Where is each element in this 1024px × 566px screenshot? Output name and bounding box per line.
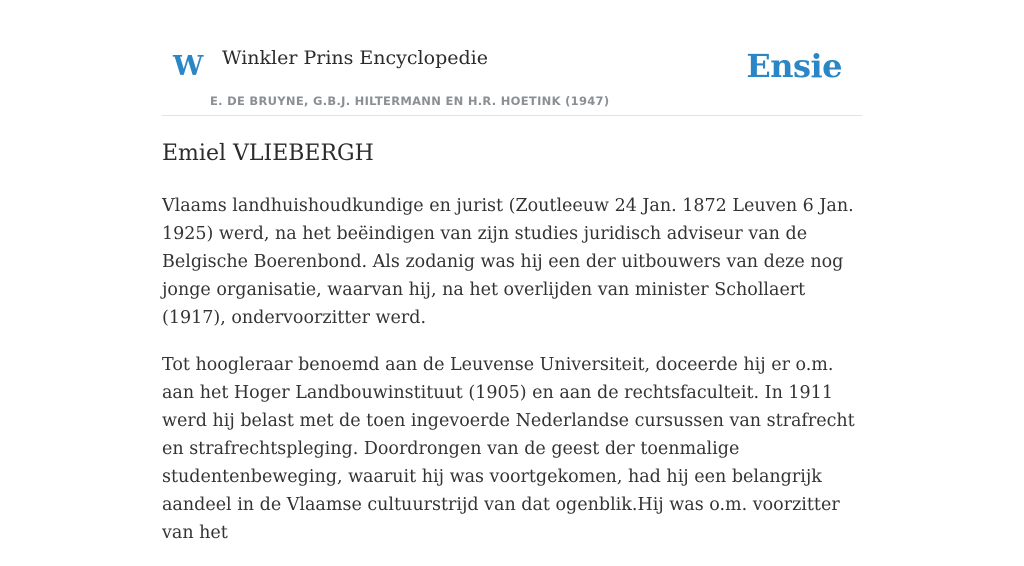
source-logo[interactable]: W [173, 51, 204, 82]
header [162, 36, 862, 116]
article-paragraph: Tot hoogleraar benoemd aan de Leuvense Universiteit, doceerde hij er o.m. aan het Hoger Landbouwinstituut (1905) en aan de rechtsfaculteit. In 1911 werd hij belast met de toen ingevoerde Nederlandse cursussen van strafrecht en strafrechtspleging. Doordrongen van de geest der toenmalige studentenbeweging, waaruit hij was voortgekomen, had hij een belangrijk aandeel in de Vlaamse cultuurstrijd van dat ogenblik.Hij was o.m. voorzitter van het [162, 355, 855, 543]
source-title-link[interactable]: Winkler Prins Encyclopedie [222, 47, 488, 69]
ensie-logo-link[interactable]: Ensie [746, 47, 842, 85]
article-title: Emiel VLIEBERGH [162, 141, 374, 166]
article [162, 138, 862, 566]
article-paragraph: Vlaams landhuishoudkundige en jurist (Zoutleeuw 24 Jan. 1872 Leuven 6 Jan. 1925) werd, na het beëindigen van zijn studies juridisch adviseur van de Belgische Boerenbond. Als zodanig was hij een der uitbouwers van deze nog jonge organisatie, waarvan hij, na het overlijden van minister Schollaert (1917), ondervoorzitter werd. [162, 196, 854, 328]
source-authors: E. DE BRUYNE, G.B.J. HILTERMANN EN H.R. HOETINK (1947) [210, 94, 610, 108]
